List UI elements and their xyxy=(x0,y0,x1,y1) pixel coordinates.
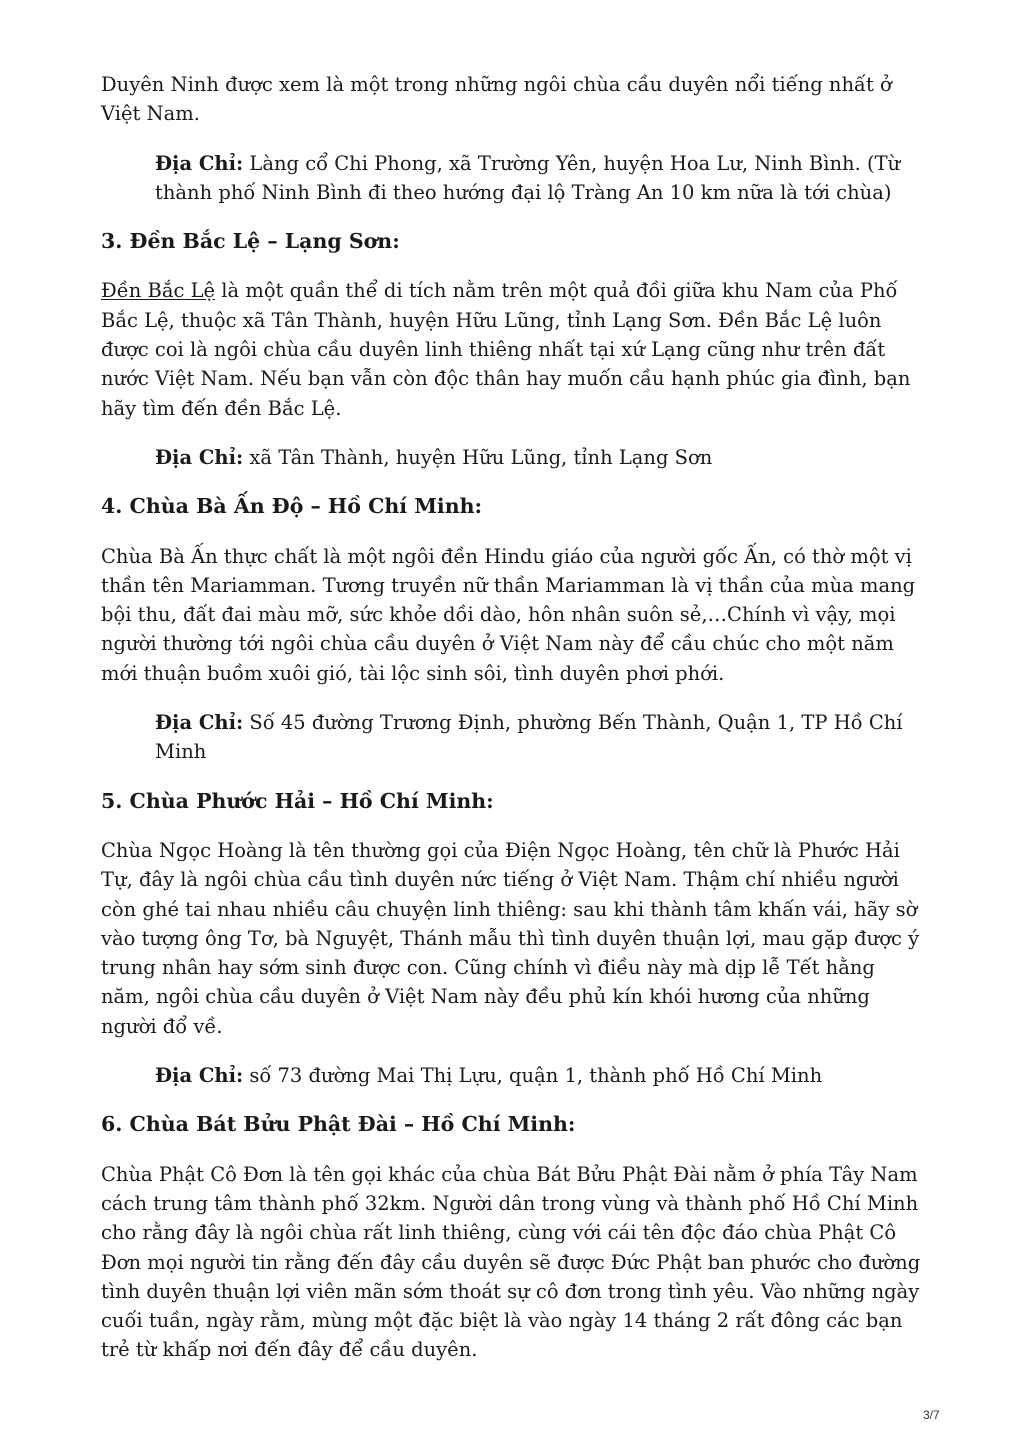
section-heading-6: 6. Chùa Bát Bửu Phật Đài – Hồ Chí Minh: xyxy=(101,1112,576,1137)
section-5-body: Chùa Ngọc Hoàng là tên thường gọi của Điện Ngọc Hoàng, tên chữ là Phước Hải Tự, đây là ngôi chùa cầu tình duyên nức tiếng ở Việt Nam. Thậm chí nhiều người còn ghé tai nhau nhiều câu chuyện linh thiêng: sau khi thành tâm khấn vái, hãy sờ vào tượng ông Tơ, bà Nguyệt, Thánh mẫu thì tình duyên thuận lợi, mau gặp được ý trung nhân hay sớm sinh được con. Cũng chính vì điều này mà dịp lễ Tết hằng năm, ngôi chùa cầu duyên ở Việt Nam này đều phủ kín khói hương của những người đổ về. xyxy=(101,838,920,1038)
section-3-body xyxy=(101,276,923,422)
address-label: Địa Chỉ: xyxy=(155,711,244,735)
address-label: Địa Chỉ: xyxy=(155,151,244,175)
address-label: Địa Chỉ: xyxy=(155,445,244,469)
address-text: Làng cổ Chi Phong, xã Trường Yên, huyện Hoa Lư, Ninh Bình. (Từ thành phố Ninh Bình đi theo hướng đại lộ Tràng An 10 km nữa là tới chùa) xyxy=(155,151,901,204)
section-heading-4: 4. Chùa Bà Ấn Độ – Hồ Chí Minh: xyxy=(101,494,483,519)
address-text: xã Tân Thành, huyện Hữu Lũng, tỉnh Lạng Sơn xyxy=(249,445,713,469)
article-body xyxy=(101,70,923,1385)
address-text: Số 45 đường Trương Định, phường Bến Thành, Quận 1, TP Hồ Chí Minh xyxy=(155,711,903,764)
section-6-body: Chùa Phật Cô Đơn là tên gọi khác của chùa Bát Bửu Phật Đài nằm ở phía Tây Nam cách trung tâm thành phố 32km. Người dân trong vùng và thành phố Hồ Chí Minh cho rằng đây là ngôi chùa rất linh thiêng, cùng với cái tên độc đáo chùa Phật Cô Đơn mọi người tin rằng đến đây cầu duyên sẽ được Đức Phật ban phước cho đường tình duyên thuận lợi viên mãn sớm thoát sự cô đơn trong tình yêu. Vào những ngày cuối tuần, ngày rằm, mùng một đặc biệt là vào ngày 14 tháng 2 rất đông các bạn trẻ từ khấp nơi đến đây để cầu duyên. xyxy=(101,1162,921,1362)
section-4-address xyxy=(155,708,923,767)
intro-paragraph: Duyên Ninh được xem là một trong những ngôi chùa cầu duyên nổi tiếng nhất ở Việt Nam. xyxy=(101,73,892,126)
section-4-body: Chùa Bà Ấn thực chất là một ngôi đền Hindu giáo của người gốc Ấn, có thờ một vị thần tên Mariamman. Tương truyền nữ thần Mariamman là vị thần của mùa mang bội thu, đất đai màu mỡ, sức khỏe dồi dào, hôn nhân suôn sẻ,…Chính vì vậy, mọi người thường tới ngôi chùa cầu duyên ở Việt Nam này để cầu chúc cho một năm mới thuận buồm xuôi gió, tài lộc sinh sôi, tình duyên phơi phới. xyxy=(101,544,916,685)
section-3-address xyxy=(155,443,923,472)
section-heading-3: 3. Đền Bắc Lệ – Lạng Sơn: xyxy=(101,229,400,254)
address-text: số 73 đường Mai Thị Lựu, quận 1, thành phố Hồ Chí Minh xyxy=(249,1064,823,1088)
address-label: Địa Chỉ: xyxy=(155,1064,244,1088)
section-5-address xyxy=(155,1061,923,1090)
section-heading-5: 5. Chùa Phước Hải – Hồ Chí Minh: xyxy=(101,788,494,813)
section-3-text: là một quần thể di tích nằm trên một quả đồi giữa khu Nam của Phố Bắc Lệ, thuộc xã Tân Thành, huyện Hữu Lũng, tỉnh Lạng Sơn. Đền Bắc Lệ luôn được coi là ngôi chùa cầu duyên linh thiêng nhất tại xứ Lạng cũng như trên đất nước Việt Nam. Nếu bạn vẫn còn độc thân hay muốn cầu hạnh phúc gia đình, bạn hãy tìm đến đền Bắc Lệ. xyxy=(101,279,911,420)
page-number: 3/7 xyxy=(923,1408,940,1422)
intro-address xyxy=(155,149,923,208)
den-bac-le-link[interactable]: Đền Bắc Lệ xyxy=(101,279,216,303)
